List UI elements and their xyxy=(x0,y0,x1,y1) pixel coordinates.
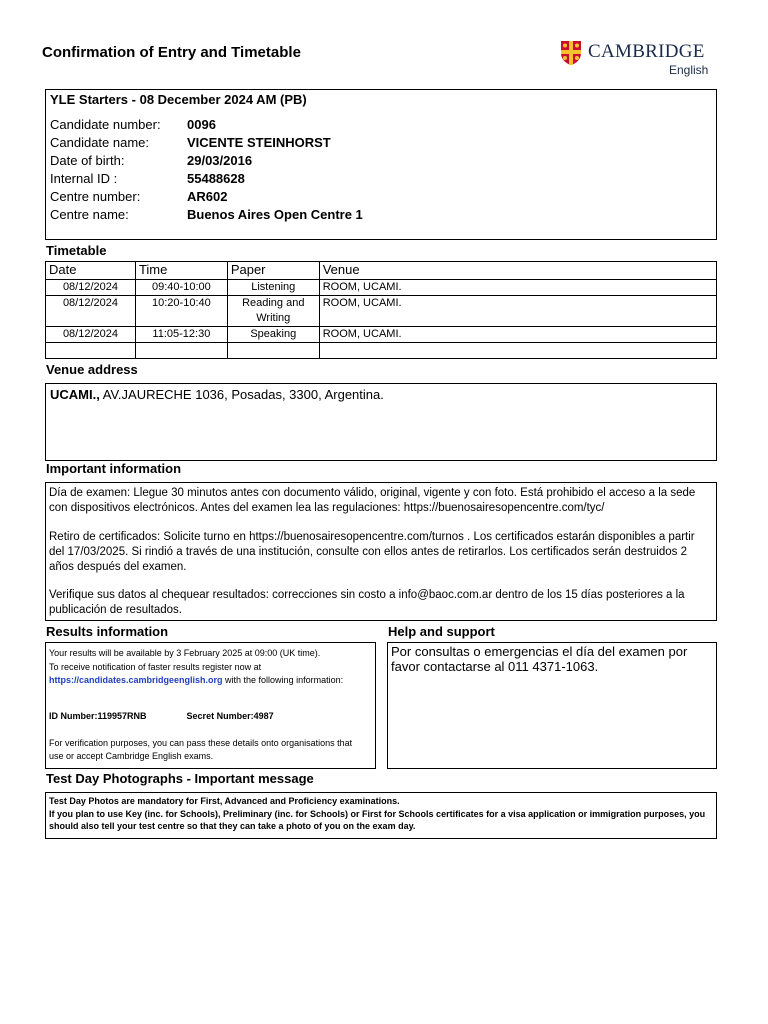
cell-empty xyxy=(227,343,319,359)
column-header-time: Time xyxy=(135,262,227,280)
logo-subtitle: English xyxy=(669,63,709,77)
cell-date: 08/12/2024 xyxy=(46,296,136,327)
internal-id-value: 55488628 xyxy=(187,171,245,186)
cell-venue: ROOM, UCAMI. xyxy=(319,296,716,327)
results-information-heading: Results information xyxy=(46,624,169,639)
help-support-text: Por consultas o emergencias el día del examen por favor contactarse al 011 4371-1063. xyxy=(391,644,688,674)
cambridge-logo xyxy=(560,40,720,80)
results-credentials xyxy=(49,710,369,723)
candidate-number-row xyxy=(50,117,216,135)
candidate-name-row xyxy=(50,135,331,153)
logo-wordmark: CAMBRIDGE xyxy=(588,41,705,62)
results-availability-text: Your results will be available by 3 February 2025 at 09:00 (UK time). xyxy=(49,648,321,658)
centre-name-row xyxy=(50,207,363,225)
important-information-heading: Important information xyxy=(46,461,182,476)
venue-address-box xyxy=(45,383,717,461)
secret-number: Secret Number:4987 xyxy=(186,711,274,721)
centre-name-value: Buenos Aires Open Centre 1 xyxy=(187,207,363,222)
results-register-tail: with the following information: xyxy=(222,674,344,685)
results-verification-text: For verification purposes, you can pass these details onto organisations that use or accept Cambridge English exams. xyxy=(49,738,353,761)
column-header-paper: Paper xyxy=(227,262,319,280)
centre-number-row xyxy=(50,189,227,207)
column-header-date: Date xyxy=(46,262,136,280)
timetable-header-row xyxy=(46,262,717,280)
timetable-table xyxy=(45,261,717,359)
exam-day-paragraph: Día de examen: Llegue 30 minutos antes con documento válido, original, vigente y con foto. Está prohibido el acceso a la sede con dispositivos electrónicos. Antes del examen lea las regulaciones: https://buenosairesopencentre.com/tyc/ xyxy=(49,487,696,514)
table-row xyxy=(46,327,717,343)
help-support-heading: Help and support xyxy=(388,624,495,639)
photos-visa-line: If you plan to use Key (inc. for Schools), Preliminary (inc. for Schools) or First for Schools certificates for a visa application or immigration purposes, you should also tell your test centre so that they can take a photo of you on the exam day. xyxy=(49,808,706,831)
id-number: ID Number:119957RNB xyxy=(49,711,147,721)
help-support-box xyxy=(387,642,717,769)
cell-paper: Listening xyxy=(227,280,319,296)
test-day-photos-box xyxy=(45,792,717,839)
column-header-venue: Venue xyxy=(319,262,716,280)
timetable-heading: Timetable xyxy=(46,243,107,258)
cell-date: 08/12/2024 xyxy=(46,280,136,296)
cell-time: 09:40-10:00 xyxy=(135,280,227,296)
centre-name-label: Centre name: xyxy=(50,207,129,222)
verify-data-paragraph: Verifique sus datos al chequear resultados: correcciones sin costo a info@baoc.com.ar dentro de los 15 días posteriores a la publicación de resultados. xyxy=(49,589,685,616)
cell-paper: Speaking xyxy=(227,327,319,343)
venue-address-text xyxy=(50,387,384,402)
results-register-text xyxy=(49,661,369,686)
venue-name: UCAMI., xyxy=(50,387,100,402)
certificates-paragraph: Retiro de certificados: Solicite turno en https://buenosairesopencentre.com/turnos . Los certificados estarán disponibles a partir del 17/03/2025. Si rindió a través de una institución, consulte con ellos antes de retirarlos. Los certificados serán destruidos 2 años después del examen. xyxy=(49,531,695,573)
candidates-link[interactable]: https://candidates.cambridgeenglish.org xyxy=(49,674,223,685)
test-day-photos-heading: Test Day Photographs - Important message xyxy=(46,771,314,786)
internal-id-label: Internal ID : xyxy=(50,171,118,186)
results-register-lead: To receive notification of faster results register now at xyxy=(49,662,262,672)
candidate-number-label: Candidate number: xyxy=(50,117,161,132)
centre-number-label: Centre number: xyxy=(50,189,141,204)
cell-date: 08/12/2024 xyxy=(46,327,136,343)
candidate-details-box xyxy=(45,89,717,240)
results-information-box xyxy=(45,642,376,769)
important-information-box xyxy=(45,482,717,621)
date-of-birth-label: Date of birth: xyxy=(50,153,125,168)
internal-id-row xyxy=(50,171,245,189)
table-row-empty xyxy=(46,343,717,359)
photos-mandatory-line: Test Day Photos are mandatory for First, Advanced and Proficiency examinations. xyxy=(49,796,400,806)
cell-venue: ROOM, UCAMI. xyxy=(319,280,716,296)
cell-time: 10:20-10:40 xyxy=(135,296,227,327)
cell-empty xyxy=(135,343,227,359)
candidate-number-value: 0096 xyxy=(187,117,216,132)
date-of-birth-row xyxy=(50,153,252,171)
candidate-name-value: VICENTE STEINHORST xyxy=(187,135,331,150)
date-of-birth-value: 29/03/2016 xyxy=(187,153,253,168)
test-day-photos-text xyxy=(49,795,713,833)
table-row xyxy=(46,280,717,296)
cell-empty xyxy=(319,343,716,359)
exam-title: YLE Starters - 08 December 2024 AM (PB) xyxy=(50,92,307,107)
centre-number-value: AR602 xyxy=(187,189,228,204)
candidate-name-label: Candidate name: xyxy=(50,135,150,150)
cell-paper: Reading and Writing xyxy=(227,296,319,327)
venue-street: AV.JAURECHE 1036, Posadas, 3300, Argentina. xyxy=(99,387,384,402)
cell-empty xyxy=(46,343,136,359)
cell-time: 11:05-12:30 xyxy=(135,327,227,343)
venue-address-heading: Venue address xyxy=(46,362,138,377)
page-title: Confirmation of Entry and Timetable xyxy=(42,44,301,61)
cell-venue: ROOM, UCAMI. xyxy=(319,327,716,343)
shield-icon xyxy=(560,40,582,66)
table-row xyxy=(46,296,717,327)
